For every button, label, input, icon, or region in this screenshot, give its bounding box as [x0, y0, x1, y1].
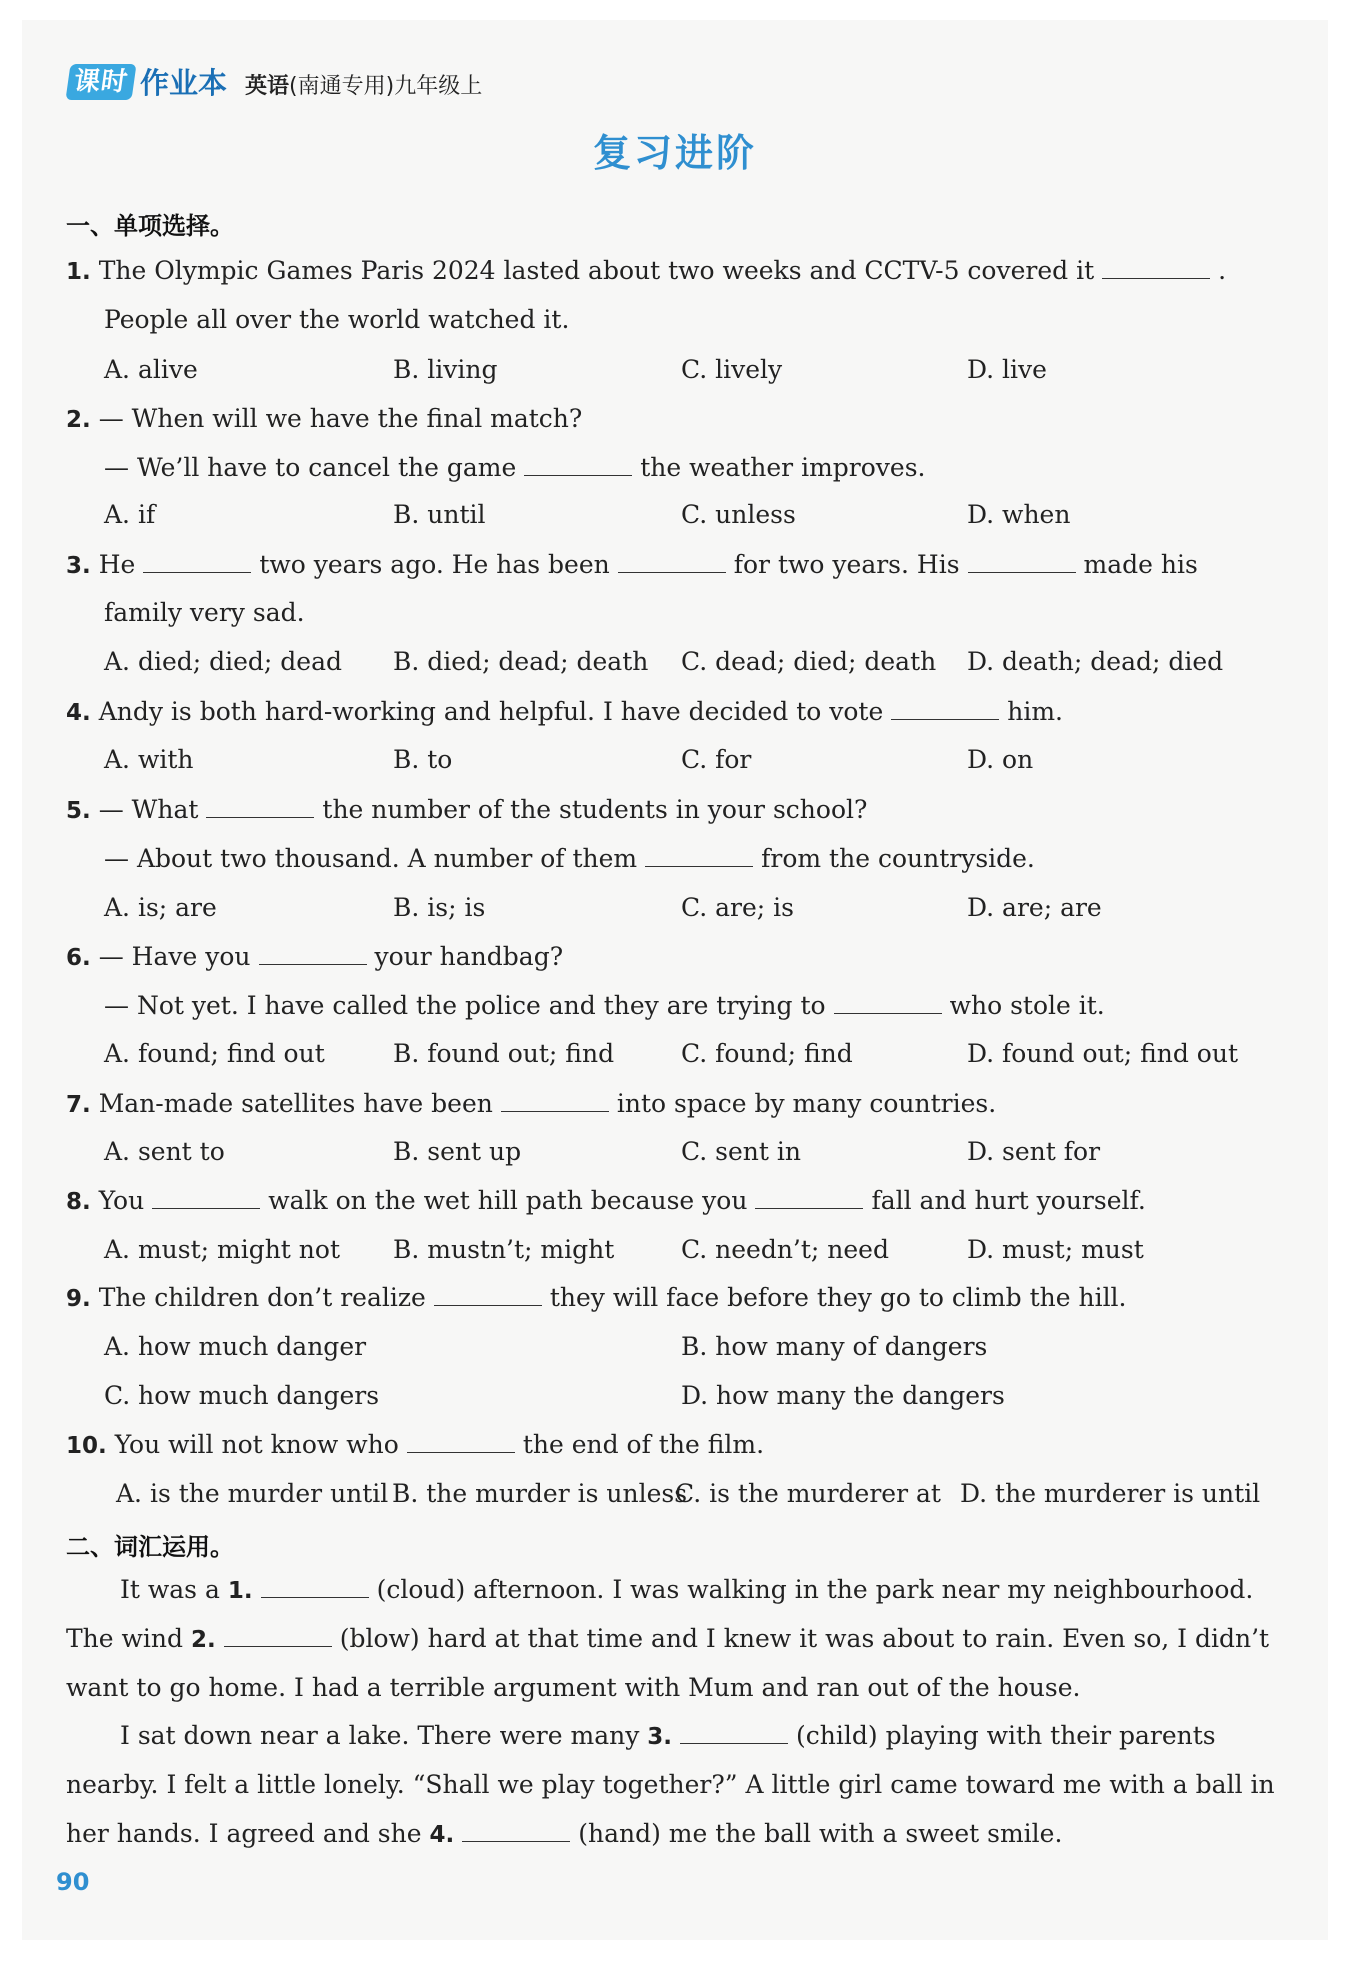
question-number: 8. [66, 1189, 91, 1215]
option-a[interactable]: A. died; died; dead [104, 647, 342, 676]
question-1-line2: People all over the world watched it. [104, 305, 570, 334]
question-text: . [1218, 256, 1227, 285]
option-c[interactable]: C. is the murderer at [675, 1479, 941, 1508]
option-d[interactable]: D. found out; find out [967, 1039, 1238, 1068]
question-text: — When will we have the final match? [98, 404, 583, 433]
page-title: 复习进阶 [592, 131, 757, 175]
blank-number: 1. [227, 1578, 253, 1604]
page-header [68, 62, 482, 102]
passage-text: her hands. I agreed and she [66, 1819, 422, 1848]
blank-number: 3. [647, 1724, 673, 1750]
question-text: from the countryside. [761, 844, 1035, 873]
question-5 [66, 795, 867, 824]
option-b[interactable]: B. until [393, 500, 486, 529]
question-2-line2 [104, 453, 925, 482]
passage-line [120, 1575, 1253, 1604]
question-6 [66, 942, 563, 971]
option-c[interactable]: C. needn’t; need [681, 1235, 889, 1264]
option-b[interactable]: B. sent up [393, 1137, 522, 1166]
question-text: him. [1007, 697, 1063, 726]
blank-number: 4. [429, 1822, 455, 1848]
answer-blank[interactable] [261, 1577, 369, 1598]
passage-text: It was a [120, 1575, 220, 1604]
question-text: You [98, 1186, 145, 1215]
question-10 [66, 1430, 764, 1459]
option-c[interactable]: C. how much dangers [104, 1381, 380, 1410]
question-5-line2 [104, 844, 1035, 873]
option-c[interactable]: C. lively [681, 355, 783, 384]
answer-blank[interactable] [224, 1626, 332, 1647]
question-text: You will not know who [114, 1430, 399, 1459]
logo-tile: 课时 [65, 64, 136, 100]
question-6-line2 [104, 991, 1105, 1020]
logo-text: 作业本 [140, 66, 228, 100]
question-text: — Not yet. I have called the police and they are trying to [104, 991, 826, 1020]
option-c[interactable]: C. dead; died; death [681, 647, 937, 676]
section-heading-vocabulary: 二、词汇运用。 [66, 1533, 234, 1561]
passage-text: (blow) hard at that time and I knew it was about to rain. Even so, I didn’t [339, 1624, 1270, 1653]
question-number: 5. [66, 798, 91, 824]
question-1 [66, 256, 1226, 285]
question-2 [66, 404, 582, 433]
option-b[interactable]: B. died; dead; death [393, 647, 649, 676]
option-d[interactable]: D. must; must [967, 1235, 1144, 1264]
option-c[interactable]: C. unless [681, 500, 796, 529]
question-number: 7. [66, 1092, 91, 1118]
question-number: 9. [66, 1286, 91, 1312]
question-number: 10. [66, 1433, 107, 1459]
book-subject: 英语 [245, 74, 290, 99]
question-9 [66, 1283, 1127, 1312]
question-text: the end of the film. [522, 1430, 765, 1459]
question-text: — We’ll have to cancel the game [104, 453, 517, 482]
answer-blank[interactable] [618, 552, 726, 573]
question-number: 2. [66, 407, 91, 433]
passage-text: (cloud) afternoon. I was walking in the park near my neighbourhood. [376, 1575, 1254, 1604]
option-c[interactable]: C. sent in [681, 1137, 801, 1166]
page-number: 90 [56, 1868, 90, 1896]
answer-blank[interactable] [407, 1432, 515, 1453]
option-d[interactable]: D. live [967, 355, 1047, 384]
question-number: 4. [66, 700, 91, 726]
option-d[interactable]: D. death; dead; died [967, 647, 1224, 676]
question-text: Andy is both hard-working and helpful. I have decided to vote [98, 697, 884, 726]
question-text: fall and hurt yourself. [871, 1186, 1146, 1215]
question-8 [66, 1186, 1146, 1215]
answer-blank[interactable] [968, 552, 1076, 573]
option-d[interactable]: D. on [967, 745, 1034, 774]
option-c[interactable]: C. are; is [681, 893, 794, 922]
answer-blank[interactable] [1102, 258, 1210, 279]
option-b[interactable]: B. mustn’t; might [393, 1235, 615, 1264]
question-text: He [98, 550, 136, 579]
option-b[interactable]: B. is; is [393, 893, 486, 922]
passage-text: (child) playing with their parents [796, 1721, 1216, 1750]
question-text: walk on the wet hill path because you [268, 1186, 748, 1215]
passage-line: want to go home. I had a terrible argument with Mum and ran out of the house. [66, 1673, 1081, 1702]
option-a[interactable]: A. found; find out [104, 1039, 325, 1068]
option-b[interactable]: B. found out; find [393, 1039, 615, 1068]
option-d[interactable]: D. how many the dangers [681, 1381, 1005, 1410]
option-b[interactable]: B. living [393, 355, 498, 384]
brand-logo [68, 61, 227, 102]
answer-blank[interactable] [206, 797, 314, 818]
option-a[interactable]: A. sent to [104, 1137, 225, 1166]
passage-line: nearby. I felt a little lonely. “Shall we play together?” A little girl came toward me with a ball in [66, 1770, 1275, 1799]
question-text: — About two thousand. A number of them [104, 844, 638, 873]
question-number: 1. [66, 259, 91, 285]
answer-blank[interactable] [143, 552, 251, 573]
question-text: your handbag? [374, 942, 564, 971]
passage-line [66, 1819, 1062, 1848]
option-b[interactable]: B. how many of dangers [681, 1332, 988, 1361]
passage-text: (hand) me the ball with a sweet smile. [578, 1819, 1063, 1848]
question-text: The Olympic Games Paris 2024 lasted about two weeks and CCTV-5 covered it [98, 256, 1095, 285]
answer-blank[interactable] [680, 1723, 788, 1744]
option-b[interactable]: B. the murder is unless [392, 1479, 688, 1508]
option-d[interactable]: D. when [967, 500, 1071, 529]
passage-text: The wind [66, 1624, 184, 1653]
question-text: made his [1083, 550, 1198, 579]
option-a[interactable]: A. alive [104, 355, 198, 384]
option-d[interactable]: D. are; are [967, 893, 1102, 922]
section-heading-multiple-choice: 一、单项选择。 [66, 212, 234, 240]
answer-blank[interactable] [152, 1188, 260, 1209]
question-4 [66, 697, 1063, 726]
passage-line [66, 1624, 1269, 1653]
answer-blank[interactable] [462, 1821, 570, 1842]
answer-blank[interactable] [645, 846, 753, 867]
option-a[interactable]: A. is the murder until [116, 1479, 389, 1508]
answer-blank[interactable] [524, 455, 632, 476]
question-3-line2: family very sad. [104, 598, 305, 627]
option-b[interactable]: B. to [393, 745, 453, 774]
question-text: for two years. His [733, 550, 960, 579]
question-text: into space by many countries. [616, 1089, 997, 1118]
option-c[interactable]: C. for [681, 745, 752, 774]
answer-blank[interactable] [755, 1188, 863, 1209]
option-a[interactable]: A. must; might not [104, 1235, 340, 1264]
question-text: — What [98, 795, 199, 824]
blank-number: 2. [190, 1627, 216, 1653]
question-text: the weather improves. [640, 453, 926, 482]
answer-blank[interactable] [834, 993, 942, 1014]
question-7 [66, 1089, 996, 1118]
option-a[interactable]: A. is; are [104, 893, 217, 922]
option-d[interactable]: D. sent for [967, 1137, 1101, 1166]
option-a[interactable]: A. with [104, 745, 194, 774]
question-number: 3. [66, 553, 91, 579]
question-number: 6. [66, 945, 91, 971]
book-info [245, 69, 482, 100]
option-a[interactable]: A. if [104, 500, 156, 529]
question-text: the number of the students in your school? [322, 795, 868, 824]
question-text: two years ago. He has been [259, 550, 610, 579]
question-text: Man-made satellites have been [98, 1089, 493, 1118]
question-text: — Have you [98, 942, 251, 971]
question-text: they will face before they go to climb the hill. [549, 1283, 1127, 1312]
question-text: who stole it. [949, 991, 1105, 1020]
option-c[interactable]: C. found; find [681, 1039, 853, 1068]
passage-text: I sat down near a lake. There were many [120, 1721, 640, 1750]
passage-line [120, 1721, 1216, 1750]
answer-blank[interactable] [501, 1091, 609, 1112]
question-text: The children don’t realize [98, 1283, 426, 1312]
option-a[interactable]: A. how much danger [104, 1332, 367, 1361]
answer-blank[interactable] [434, 1285, 542, 1306]
question-3 [66, 550, 1198, 579]
answer-blank[interactable] [891, 699, 999, 720]
option-d[interactable]: D. the murderer is until [960, 1479, 1261, 1508]
answer-blank[interactable] [259, 944, 367, 965]
book-grade: (南通专用)九年级上 [289, 74, 483, 99]
